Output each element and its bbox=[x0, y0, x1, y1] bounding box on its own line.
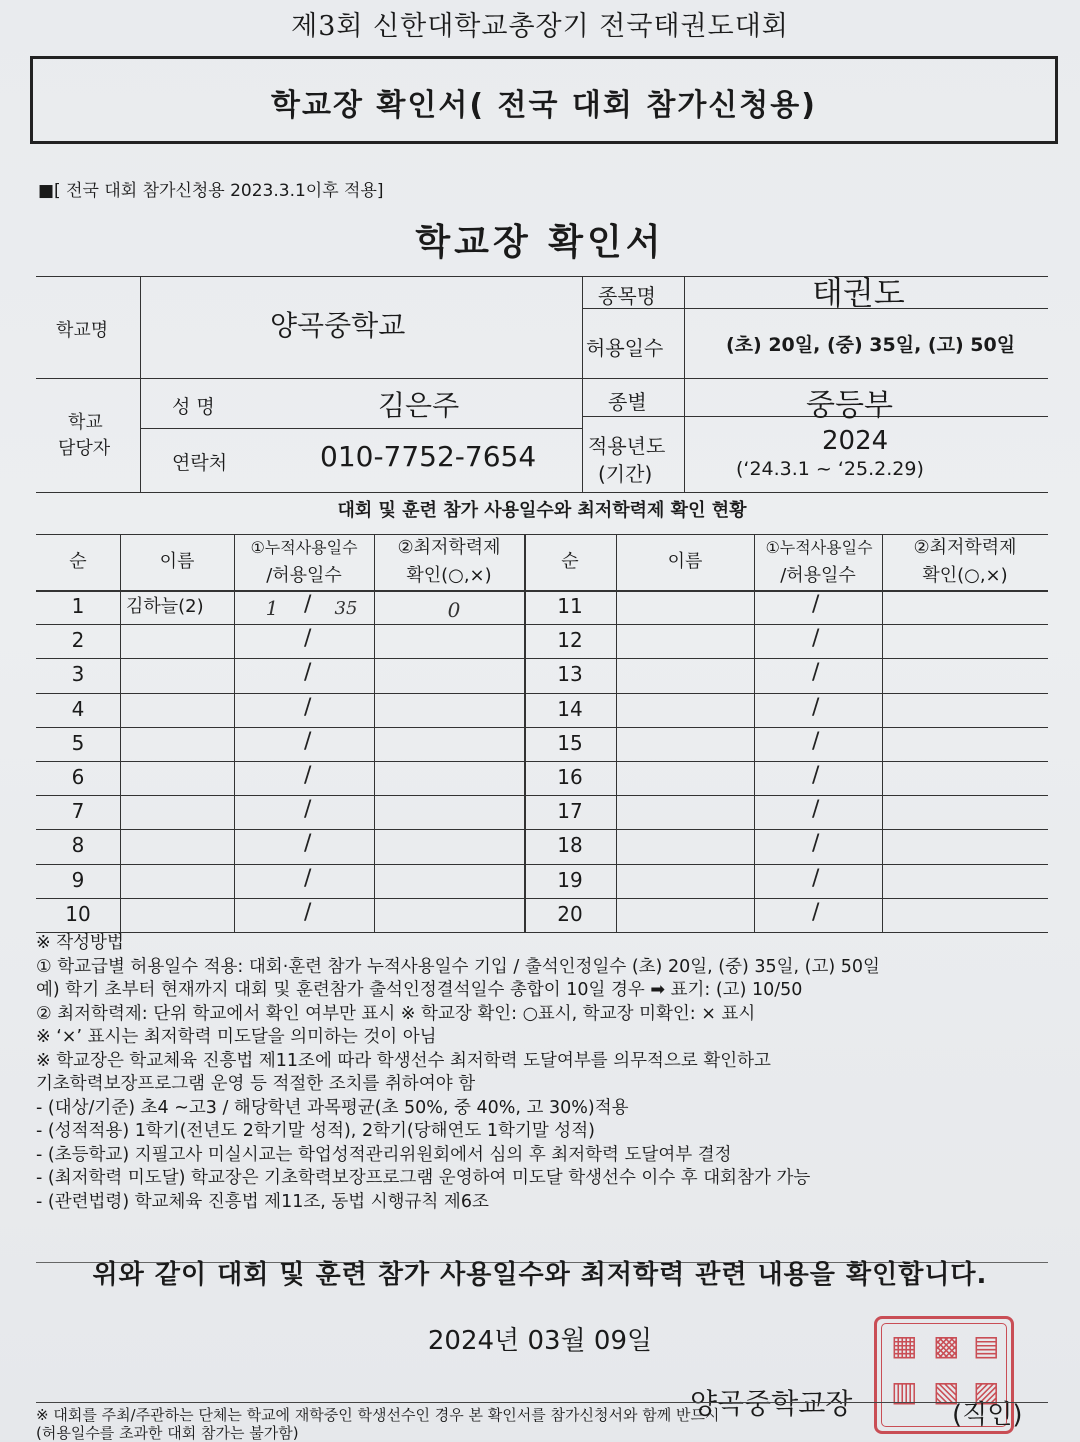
applicability-note: ■[ 전국 대회 참가신청용 2023.3.1이후 적용] bbox=[38, 181, 384, 201]
row-slash-right: / bbox=[812, 694, 820, 720]
row-no-left: 9 bbox=[71, 867, 85, 892]
row-slash-left: / bbox=[304, 728, 312, 754]
row-no-right: 11 bbox=[557, 594, 583, 618]
instruction-line: ② 최저학력제: 단위 학교에서 확인 여부만 표시 ※ 학교장 확인: ○표시, 학교장 미확인: × 표시 bbox=[36, 1003, 756, 1024]
row-no-left: 3 bbox=[71, 662, 85, 687]
document-title: 학교장 확인서 bbox=[415, 222, 665, 263]
row-slash-right: / bbox=[812, 797, 820, 823]
row-no-right: 15 bbox=[557, 730, 583, 755]
row-no-left: 6 bbox=[71, 765, 85, 789]
phone-label: 연락처 bbox=[172, 452, 228, 474]
row-used-left: 1 bbox=[265, 596, 279, 620]
row-divider bbox=[36, 658, 1048, 659]
row-slash-right: / bbox=[812, 865, 820, 891]
row-no-left: 8 bbox=[71, 833, 85, 858]
summary-title: 대회 및 훈련 참가 사용일수와 최저학력제 확인 현황 bbox=[337, 500, 747, 521]
instruction-line: ① 학교급별 허용일수 적용: 대회·훈련 참가 누적사용일수 기입 / 출석인정일수 (초) 20일, (중) 35일, (고) 50일 bbox=[36, 956, 880, 977]
row-no-left: 5 bbox=[71, 730, 85, 755]
row-slash-left: / bbox=[304, 865, 312, 891]
allowed-days-value: (초) 20일, (중) 35일, (고) 50일 bbox=[726, 334, 1016, 356]
col-name-left: 이름 bbox=[159, 551, 195, 572]
row-no-left: 7 bbox=[71, 799, 85, 824]
instruction-line: - (관련법령) 학교체육 진흥법 제11조, 동법 시행규칙 제6조 bbox=[36, 1191, 489, 1212]
row-divider bbox=[36, 898, 1048, 899]
row-slash-left: / bbox=[304, 660, 312, 686]
instruction-line: 예) 학기 초부터 현재까지 대회 및 훈련참가 출석인정결석일수 총합이 10일 경우 ➡ 표기: (고) 10/50 bbox=[36, 980, 803, 1000]
col-days-left-2: /허용일수 bbox=[266, 565, 342, 586]
footnote bbox=[36, 1406, 719, 1442]
seal-label: (직인) bbox=[952, 1400, 1023, 1430]
col-no-right: 순 bbox=[561, 551, 579, 572]
col-check-left-2: 확인(○,×) bbox=[406, 565, 492, 586]
instruction-line: 기초학력보장프로그램 운영 등 적절한 조치를 취하여야 함 bbox=[36, 1074, 476, 1094]
official-seal: ▦ ▩ ▤ ▥ ▧ ▨ bbox=[874, 1316, 1014, 1434]
period-value: (‘24.3.1 ~ ‘25.2.29) bbox=[736, 458, 924, 480]
event-value: 태권도 bbox=[812, 274, 905, 312]
row-name-left: 김하늘(2) bbox=[126, 596, 204, 617]
school-label: 학교명 bbox=[56, 320, 109, 341]
instruction-line: ※ ‘×’ 표시는 최저학력 미도달을 의미하는 것이 아님 bbox=[36, 1027, 437, 1047]
row-no-left: 4 bbox=[71, 696, 85, 721]
row-no-right: 16 bbox=[557, 765, 583, 789]
row-divider bbox=[36, 624, 1048, 625]
row-no-right: 20 bbox=[557, 901, 583, 926]
school-value: 양곡중학교 bbox=[270, 309, 406, 342]
row-divider bbox=[36, 795, 1048, 796]
name-value: 김은주 bbox=[378, 389, 460, 422]
row-no-left: 2 bbox=[71, 628, 85, 653]
instruction-line: - (최저학력 미도달) 학교장은 기초학력보장프로그램 운영하여 미도달 학생선수 이수 후 대회참가 가능 bbox=[36, 1168, 811, 1188]
col-check-right-1: ②최저학력제 bbox=[913, 537, 1017, 558]
row-slash-left: / bbox=[304, 763, 312, 788]
row-slash-right: / bbox=[812, 899, 820, 925]
footer-divider bbox=[36, 1402, 1048, 1403]
row-no-left: 10 bbox=[65, 901, 91, 926]
row-slash-left: / bbox=[304, 626, 312, 652]
year-value: 2024 bbox=[822, 426, 889, 456]
row-divider bbox=[36, 727, 1048, 728]
col-days-right-2: /허용일수 bbox=[780, 565, 856, 586]
instructions bbox=[36, 932, 1036, 1214]
year-label-1: 적용년도 bbox=[588, 434, 666, 458]
col-no-left: 순 bbox=[69, 551, 87, 572]
competition-title: 제3회 신한대학교총장기 전국태권도대회 bbox=[291, 11, 789, 42]
row-no-right: 12 bbox=[557, 628, 583, 653]
instructions-heading: ※ 작성방법 bbox=[36, 933, 124, 953]
instruction-line: ※ 학교장은 학교체육 진흥법 제11조에 따라 학생선수 최저학력 도달여부를 의무적으로 확인하고 bbox=[36, 1050, 771, 1071]
row-slash-left: / bbox=[304, 831, 312, 857]
athlete-table bbox=[36, 534, 1048, 932]
box-title: 학교장 확인서( 전국 대회 참가신청용) bbox=[271, 88, 817, 123]
allowed-days-label: 허용일수 bbox=[586, 336, 664, 360]
row-no-right: 19 bbox=[557, 867, 583, 892]
phone-value: 010-7752-7654 bbox=[320, 440, 537, 473]
row-no-left: 1 bbox=[71, 594, 85, 618]
division-value: 중등부 bbox=[806, 388, 893, 423]
division-label: 종별 bbox=[608, 390, 647, 414]
row-slash-left: / bbox=[304, 797, 312, 823]
row-no-right: 18 bbox=[557, 833, 583, 858]
col-check-left-1: ②최저학력제 bbox=[397, 537, 501, 558]
footnote-line-1: ※ 대회를 주최/주관하는 단체는 학교에 재학중인 학생선수인 경우 본 확인서를 참가신청서와 함께 반드시 bbox=[36, 1406, 720, 1424]
row-slash-right: / bbox=[812, 626, 820, 652]
signature-date: 2024년 03월 09일 bbox=[427, 1326, 653, 1356]
year-label-2: (기간) bbox=[598, 462, 653, 486]
row-slash-right: / bbox=[812, 592, 820, 617]
row-divider bbox=[36, 829, 1048, 830]
row-check-left: 0 bbox=[447, 598, 461, 622]
row-slash-right: / bbox=[812, 831, 820, 857]
instruction-line: - (초등학교) 지필고사 미실시교는 학업성적관리위원회에서 심의 후 최저학력 도달여부 결정 bbox=[36, 1144, 732, 1165]
row-slash-left: / bbox=[304, 592, 312, 617]
row-no-right: 13 bbox=[557, 662, 583, 687]
event-label: 종목명 bbox=[598, 284, 656, 308]
row-slash-right: / bbox=[812, 660, 820, 686]
row-divider bbox=[36, 693, 1048, 694]
confirmation-text: 위와 같이 대회 및 훈련 참가 사용일수와 최저학력 관련 내용을 확인합니다. bbox=[92, 1260, 988, 1290]
row-no-right: 14 bbox=[557, 696, 583, 721]
row-no-right: 17 bbox=[557, 799, 583, 824]
row-divider bbox=[36, 864, 1048, 865]
col-name-right: 이름 bbox=[667, 551, 703, 572]
col-days-right-1: ①누적사용일수 bbox=[765, 538, 873, 557]
row-allowed-left: 35 bbox=[334, 598, 358, 619]
row-divider bbox=[36, 761, 1048, 762]
principal-name: 양곡중학교장 bbox=[690, 1387, 853, 1420]
row-slash-left: / bbox=[304, 694, 312, 720]
info-table bbox=[36, 276, 1048, 492]
contact-label-1: 학교 bbox=[68, 412, 103, 433]
instruction-line: - (성적적용) 1학기(전년도 2학기말 성적), 2학기(당해연도 1학기말 성적) bbox=[36, 1121, 595, 1141]
col-days-left-1: ①누적사용일수 bbox=[250, 538, 358, 557]
name-label: 성 명 bbox=[172, 396, 215, 418]
footnote-line-2: (허용일수를 초과한 대회 참가는 불가함) bbox=[36, 1424, 299, 1442]
row-slash-left: / bbox=[304, 899, 312, 925]
contact-label-2: 담당자 bbox=[58, 438, 111, 459]
row-slash-right: / bbox=[812, 728, 820, 754]
instruction-line: - (대상/기준) 초4 ~고3 / 해당학년 과목평균(초 50%, 중 40%, 고 30%)적용 bbox=[36, 1097, 629, 1118]
row-slash-right: / bbox=[812, 763, 820, 788]
col-check-right-2: 확인(○,×) bbox=[922, 565, 1008, 586]
